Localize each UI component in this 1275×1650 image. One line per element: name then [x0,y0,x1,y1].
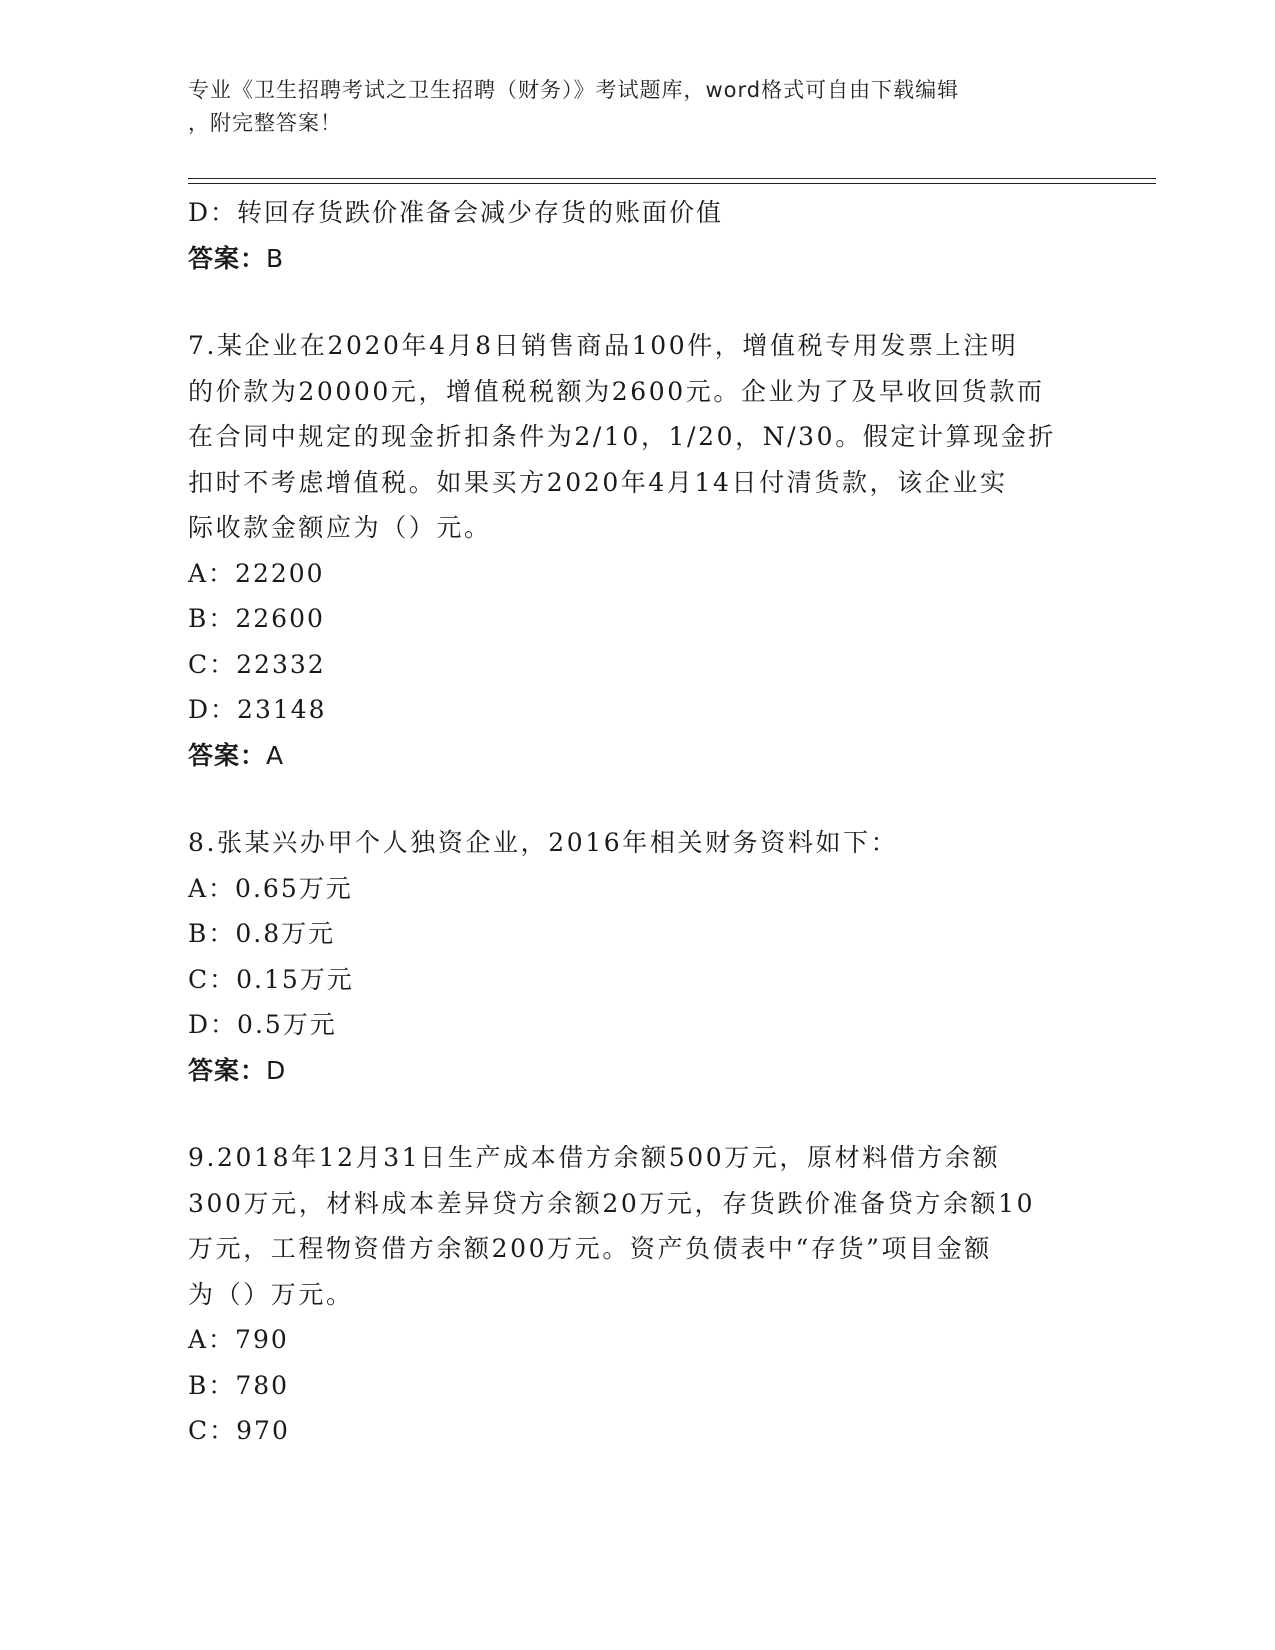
answer-value: B [266,243,285,273]
answer-label: 答案： [188,243,267,273]
question-8 [188,820,1088,1093]
stem-line: 7.某企业在2020年4月8日销售商品100件，增值税专用发票上注明 [188,331,1019,360]
option-b: B：780 [188,1370,290,1400]
stem-line: 的价款为20000元，增值税税额为2600元。企业为了及早收回货款而 [188,376,1045,406]
option-a: A：0.65万元 [188,873,353,903]
option-d: D：转回存货跌价准备会减少存货的账面价值 [188,198,724,227]
stem-line: 万元，工程物资借方余额200万元。资产负债表中“存货”项目金额 [188,1234,992,1263]
question-stem [188,820,1088,866]
option-d: D：23148 [188,695,327,724]
question-carryover [188,190,1088,281]
option-a: A：790 [188,1325,289,1354]
answer-label: 答案： [188,1055,267,1085]
header-divider-bottom [188,183,1156,184]
stem-line: 为（）万元。 [188,1279,354,1309]
header-line-1: 专业《卫生招聘考试之卫生招聘（财务）》考试题库，word格式可自由下载编辑 [188,78,960,102]
option-d: D：0.5万元 [188,1010,337,1039]
option-c: C：0.15万元 [188,964,354,994]
stem-line: 在合同中规定的现金折扣条件为2/10，1/20，N/30。假定计算现金折 [188,422,1056,451]
option-c: C：970 [188,1416,290,1445]
option-a: A：22200 [188,558,325,588]
stem-line: 扣时不考虑增值税。如果买方2020年4月14日付清货款，该企业实 [188,467,1008,497]
stem-line: 9.2018年12月31日生产成本借方余额500万元，原材料借方余额 [188,1143,1001,1172]
question-7 [188,323,1088,778]
stem-line: 300万元，材料成本差异贷方余额20万元，存货跌价准备贷方余额10 [188,1188,1036,1218]
answer-line [188,236,1088,282]
page-header [188,74,1078,140]
answer-value: A [266,740,285,770]
option-b: B：22600 [188,604,325,633]
option-c: C：22332 [188,649,326,679]
option-b: B：0.8万元 [188,919,336,948]
answer-line [188,1048,1088,1094]
document-body [188,190,1088,1454]
stem-line: 8.张某兴办甲个人独资企业，2016年相关财务资料如下： [188,828,899,857]
question-9 [188,1135,1088,1454]
answer-value: D [266,1055,287,1085]
stem-line: 际收款金额应为（）元。 [188,513,492,542]
question-stem [188,1135,1088,1317]
question-stem [188,323,1088,551]
answer-line [188,733,1088,779]
header-divider-top [188,178,1156,179]
answer-label: 答案： [188,740,267,770]
header-line-2: ，附完整答案！ [188,111,342,135]
